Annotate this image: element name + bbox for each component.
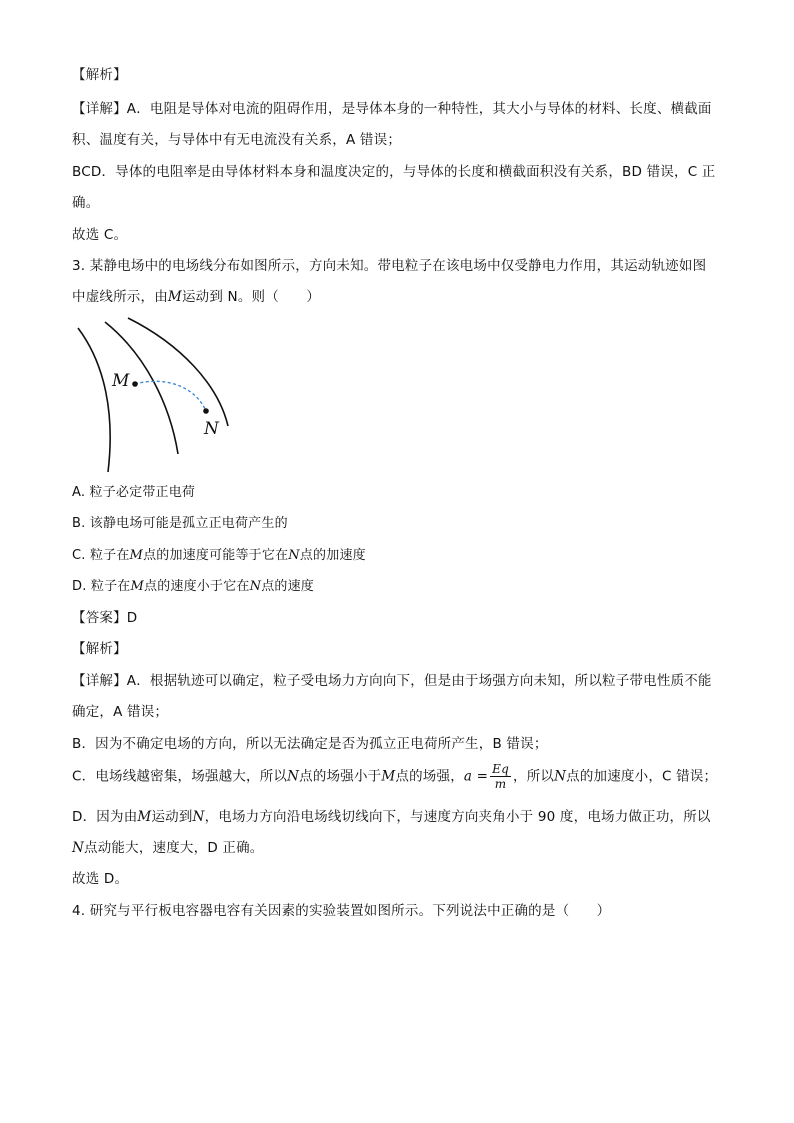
- q3-option-d: [72, 578, 314, 596]
- q3-option-c-post: 点的加速度: [299, 548, 366, 563]
- q3-choose: 故选 D。: [72, 871, 129, 887]
- formula-numerator: Eq: [492, 762, 509, 776]
- q3-detail-d-pre: D．因为由: [72, 809, 138, 825]
- q3-option-d-m: M: [130, 579, 144, 594]
- q3-option-a: A. 粒子必定带正电荷: [72, 485, 196, 500]
- q3-option-d-post: 点的速度: [261, 579, 314, 594]
- q3-detail-d2-n: N: [72, 840, 85, 856]
- sec1-detail-line2: 积、温度有关，与导体中有无电流没有关系，A 错误；: [72, 132, 402, 148]
- q3-option-d-n: N: [249, 579, 262, 594]
- label-m: M: [112, 371, 130, 391]
- q3-detail-c: [72, 762, 717, 791]
- sec1-choose: 故选 C。: [72, 227, 128, 243]
- q3-detail-d-line2: [72, 839, 264, 857]
- sec1-bcd-line1: BCD．导体的电阻率是由导体材料本身和温度决定的，与导体的长度和横截面积没有关系，BD 错误，C 正: [72, 164, 716, 180]
- q3-analysis-heading: 【解析】: [72, 641, 127, 657]
- q3-answer: 【答案】D: [72, 610, 138, 626]
- q3-detail-c-mid1: 点的场强小于: [299, 768, 382, 785]
- q3-stem-text-a: 中虚线所示，由: [72, 289, 168, 305]
- field-line-figure: [70, 314, 240, 476]
- formula-fraction: [490, 762, 511, 791]
- q3-option-c-mid: 点的加速度可能等于它在: [143, 548, 289, 563]
- point-m-dot: [132, 381, 138, 387]
- sec1-analysis-heading: 【解析】: [72, 67, 127, 83]
- q3-detail-d-post: ，电场力方向沿电场线切线向下，与速度方向夹角小于 90 度，电场力做正功，所以: [204, 809, 711, 825]
- q3-stem-m: M: [167, 289, 182, 305]
- formula-denominator: m: [494, 777, 507, 791]
- q4-stem-line1: 4. 研究与平行板电容器电容有关因素的实验装置如图所示。下列说法中正确的是（ ）: [72, 903, 611, 919]
- q3-option-c-m: M: [129, 548, 144, 563]
- q3-option-c-n: N: [288, 548, 300, 563]
- q3-detail-c-mid2: 点的场强，: [395, 768, 464, 785]
- q3-option-d-pre: D. 粒子在: [72, 579, 131, 594]
- q3-option-c: [72, 547, 366, 565]
- q3-stem-line1: 3. 某静电场中的电场线分布如图所示，方向未知。带电粒子在该电场中仅受静电力作用，其运动轨迹如图: [72, 258, 707, 274]
- q3-detail-d-mid1: 运动到: [151, 809, 193, 825]
- field-line-right: [128, 318, 228, 426]
- field-line-left: [78, 328, 110, 472]
- label-n: N: [204, 419, 219, 439]
- formula-lhs: a =: [463, 768, 489, 785]
- q3-stem-line2: [72, 288, 320, 306]
- q3-detail-d2-post: 点动能大，速度大，D 正确。: [84, 840, 264, 856]
- q3-detail-c-n2: N: [554, 768, 567, 785]
- q3-detail-c-m: M: [381, 768, 396, 785]
- q3-detail-c-post: 点的加速度小，C 错误；: [566, 768, 718, 785]
- q3-detail-c-pre: C．电场线越密集，场强越大，所以: [72, 768, 288, 785]
- trajectory-dashed: [135, 381, 206, 411]
- q3-detail-d-n: N: [192, 809, 205, 825]
- q3-detail-d-line1: [72, 808, 711, 826]
- q3-detail-c-n1: N: [287, 768, 300, 785]
- q3-option-c-pre: C. 粒子在: [72, 548, 130, 563]
- q3-detail-d-m: M: [137, 809, 152, 825]
- sec1-bcd-line2: 确。: [72, 195, 100, 211]
- q3-option-b: B. 该静电场可能是孤立正电荷产生的: [72, 516, 288, 531]
- q3-stem-text-b: 运动到 N。则（ ）: [181, 289, 321, 305]
- q3-detail-b: B．因为不确定电场的方向，所以无法确定是否为孤立正电荷所产生，B 错误；: [72, 736, 548, 752]
- q3-detail-a-line1: 【详解】A．根据轨迹可以确定，粒子受电场力方向向下，但是由于场强方向未知，所以粒子带电性质不能: [72, 673, 712, 689]
- sec1-detail-line1: 【详解】A．电阻是导体对电流的阻碍作用，是导体本身的一种特性，其大小与导体的材料、长度、横截面: [72, 101, 712, 117]
- q3-detail-c-mid3: ，所以: [513, 768, 555, 785]
- point-n-dot: [203, 408, 209, 414]
- q3-option-d-mid: 点的速度小于它在: [144, 579, 250, 594]
- q3-detail-a-line2: 确定，A 错误；: [72, 704, 169, 720]
